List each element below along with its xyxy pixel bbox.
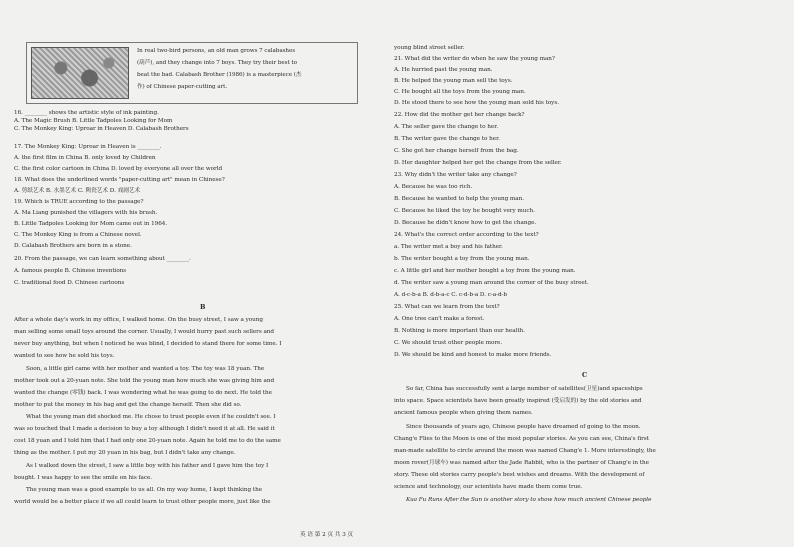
passage-line: moon rover(月球车) was named after the Jade Rabbit, who is the partner of Chang'e in the	[394, 460, 649, 466]
option-line: A. 剪纸艺术 B. 水墨艺术 C. 陶瓷艺术 D. 戏剧艺术	[14, 188, 141, 194]
question-21: 21. What did the writer do when he saw the young man?	[394, 56, 555, 62]
passage-box-line: beat the bad. Calabash Brother (1986) is a masterpiece (杰	[137, 72, 302, 78]
option-line: B. The writer gave the change to her.	[394, 136, 500, 142]
option-line: A. He hurried past the young man.	[394, 67, 493, 73]
option-line: A. One tree can't make a forest.	[394, 316, 485, 322]
option-line: A. Ma Liang punished the villagers with his brush.	[14, 210, 158, 216]
passage-line: mother to put the money in his bag and get the change herself. Then she did so.	[14, 402, 242, 408]
passage-line: bought. I was happy to see the smile on his face.	[14, 475, 153, 481]
option-line: C. The Monkey King is from a Chinese novel.	[14, 232, 142, 238]
question-20: 20. From the passage, we can learn something about ________.	[14, 256, 191, 262]
option-line: D. Calabash Brothers are born in a stone.	[14, 243, 132, 249]
option-line: B. Because he wanted to help the young man.	[394, 196, 524, 202]
option-line: A. d-c-b-a B. d-b-a-c C. c-d-b-a D. c-a-d-b	[394, 292, 508, 298]
passage-line: wanted to see how he sold his toys.	[14, 353, 115, 359]
question-24: 24. What's the correct order according to the text?	[394, 232, 539, 238]
option-line: a. The writer met a boy and his father.	[394, 244, 503, 250]
option-line: A. The seller gave the change to her.	[394, 124, 499, 130]
passage-line: mother took out a 20-yuan note. She told the young man how much she was giving him and	[14, 378, 275, 384]
passage-line: After a whole day's work in my office, I walked home. On the busy street, I saw a young	[14, 317, 263, 323]
option-line: b. The writer bought a toy from the young man.	[394, 256, 530, 262]
passage-line: world would be a better place if we all could learn to trust other people more, just like the	[14, 499, 271, 505]
passage-line: Kua Fu Runs After the Sun is another story to show how much ancient Chinese people	[406, 497, 652, 503]
passage-line: Soon, a little girl came with her mother and wanted a toy. The toy was 18 yuan. The	[26, 366, 265, 372]
passage-line: man-made satellite to circle around the moon was named Chang'e 1. More interestingly, the	[394, 448, 656, 454]
passage-box-line: (葫芦), and they change into 7 boys. They try their best to	[137, 60, 297, 66]
passage-line: was so touched that I made a decision to buy a toy although I didn't need it at all. He said it	[14, 426, 275, 432]
question-22: 22. How did the mother get her change back?	[394, 112, 525, 118]
passage-line: So far, China has successfully sent a large number of satellites(卫星)and spaceships	[406, 386, 643, 392]
option-line: c. A little girl and her mother bought a toy from the young man.	[394, 268, 576, 274]
option-line: A. The Magic Brush B. Little Tadpoles Looking for Mom	[14, 118, 173, 124]
passage-box-line: 作) of Chinese paper-cutting art.	[137, 84, 228, 90]
page-footer: 英 语 第 2 页 共 3 页	[300, 532, 354, 538]
question-17: 17. The Monkey King: Uproar in Heaven is ________.	[14, 144, 162, 150]
passage-line: never buy anything, but when I noticed he was blind, I decided to stand there for some time. I	[14, 341, 282, 347]
option-line: A. the first film in China B. only loved by Children	[14, 155, 156, 161]
option-line: B. Little Tadpoles Looking for Mom came out in 1964.	[14, 221, 168, 227]
option-line: B. He helped the young man sell the toys.	[394, 78, 513, 84]
question-25: 25. What can we learn from the text?	[394, 304, 500, 310]
option-line: C. the first color cartoon in China D. loved by everyone all over the world	[14, 166, 223, 172]
option-line: d. The writer saw a young man around the corner of the busy street.	[394, 280, 589, 286]
question-19: 19. Which is TRUE according to the passage?	[14, 199, 144, 205]
passage-line: story. These old stories carry people's best wishes and dreams. With the development of	[394, 472, 645, 478]
passage-line: What the young man did shocked me. He chose to trust people even if he couldn't see. I	[26, 414, 276, 420]
option-line: D. We should be kind and honest to make more friends.	[394, 352, 552, 358]
question-16: 16. ________ shows the artistic style of ink painting.	[14, 110, 159, 116]
passage-line: Since thousands of years ago, Chinese people have dreamed of going to the moon.	[406, 424, 641, 430]
option-line: C. He bought all the toys from the young man.	[394, 89, 526, 95]
cartoon-illustration	[31, 47, 129, 99]
option-line: C. Because he liked the toy he bought very much.	[394, 208, 535, 214]
passage-line: As I walked down the street, I saw a little boy with his father and I gave him the toy I	[26, 463, 269, 469]
question-23: 23. Why didn't the writer take any change?	[394, 172, 517, 178]
question-18: 18. What does the underlined words "paper-cutting art" mean in Chinese?	[14, 177, 225, 183]
option-line: A. Because he was too rich.	[394, 184, 473, 190]
passage-line: Chang'e Flies to the Moon is one of the most popular stories. As you can see, China's first	[394, 436, 649, 442]
option-line: A. famous people B. Chinese inventions	[14, 268, 127, 274]
passage-line: wanted the change (零钱) back. I was wondering what he was going to do next. He told the	[14, 390, 272, 396]
option-line: D. Because he didn't know how to get the change.	[394, 220, 537, 226]
option-line: C. traditional food D. Chinese cartoons	[14, 280, 125, 286]
passage-line: thing as the mother. I put my 20 yuan in his bag, but I didn't take any change.	[14, 450, 236, 456]
passage-line: The young man was a good example to us all. On my way home, I kept thinking the	[26, 487, 263, 493]
option-line: B. Nothing is more important than our health.	[394, 328, 525, 334]
option-line: D. He stood there to see how the young man sold his toys.	[394, 100, 559, 106]
passage-line: man selling some small toys around the corner. Usually, I would hurry past such sellers and	[14, 329, 275, 335]
passage-image-box	[26, 42, 358, 104]
option-line: C. We should trust other people more.	[394, 340, 503, 346]
option-line: C. The Monkey King: Uproar in Heaven D. Calabash Brothers	[14, 126, 189, 132]
option-line: D. Her daughter helped her get the change from the seller.	[394, 160, 562, 166]
passage-line: ancient famous people when giving them names.	[394, 410, 533, 416]
section-b-heading: B	[200, 303, 206, 311]
passage-line: cost 18 yuan and I told him that I had only one 20-yuan note. Again he told me to do the same	[14, 438, 281, 444]
passage-line: into space. Space scientists have been greatly inspired (受启发的) by the old stories and	[394, 398, 642, 404]
passage-line: young blind street seller.	[394, 45, 465, 51]
section-c-heading: C	[582, 371, 588, 379]
passage-box-line: In real two-bird persons, an old man grows 7 calabashes	[137, 48, 296, 54]
option-line: C. She got her change herself from the bag.	[394, 148, 519, 154]
passage-line: science and technology, our scientists have made them come true.	[394, 484, 583, 490]
